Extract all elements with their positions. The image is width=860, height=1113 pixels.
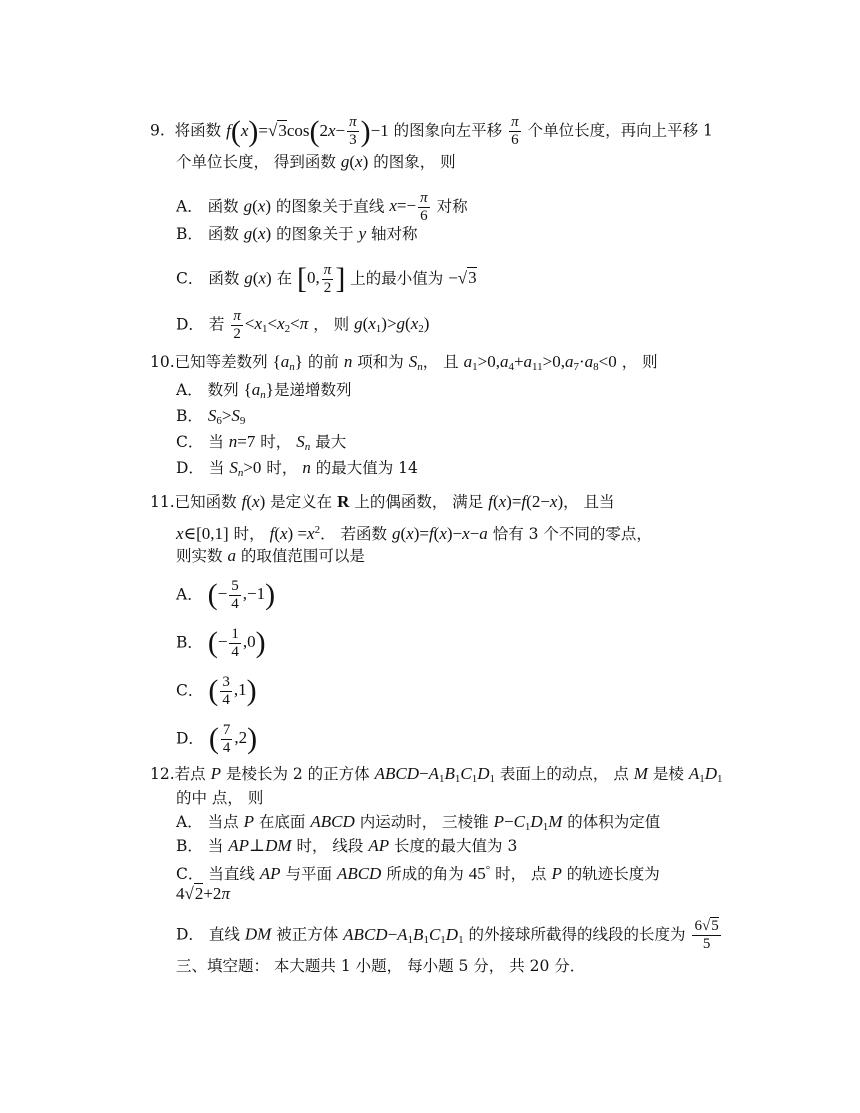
option-math: ( $\frac{3}{4}$ ,1) <box>208 674 257 708</box>
q12-number: 12. <box>150 765 175 783</box>
option-text: 当点 <box>207 813 239 831</box>
q12-stem-1: 若点 <box>174 765 206 783</box>
option-label: D． <box>176 315 204 334</box>
option-math: g(x) <box>244 268 272 288</box>
q12-edge: $A_1D_1$ <box>688 764 723 785</box>
option-label: B． <box>176 633 203 652</box>
q10-stem-3: 项和为 <box>357 353 404 371</box>
q9-function: f(x)=√3cos(2x− $\frac{\pi}{3}$ )−1 <box>226 114 389 149</box>
option-text: 当 <box>208 433 224 451</box>
option-label: C． <box>176 865 204 883</box>
q12-stem-4: 是棱 <box>652 765 684 783</box>
q10-stem-5: ， 则 <box>621 353 658 371</box>
option-text: 轴对称 <box>371 225 418 243</box>
option-label: D． <box>176 729 204 748</box>
q12-option-c-cont <box>176 884 230 904</box>
option-math: y <box>358 224 367 243</box>
q9-shift: $\frac{\pi}{6}$ <box>511 114 519 148</box>
option-math: $\frac{6√5}{5}$ <box>694 918 719 952</box>
option-text: 时， 点 <box>495 865 547 883</box>
option-text: 的图象关于 <box>276 225 354 243</box>
option-math: $S_n$ <box>296 432 311 453</box>
option-label: B． <box>176 225 203 243</box>
q11-stem-9: 的取值范围可以是 <box>240 547 365 565</box>
option-label: C． <box>176 269 204 288</box>
option-math: −√3 <box>448 268 477 288</box>
q10-option-a <box>176 380 351 405</box>
option-label: B． <box>176 407 203 425</box>
q9-option-a <box>176 190 468 225</box>
q9-stem-3: 个单位长度，再向上平移 1 <box>527 121 713 140</box>
option-math: P <box>243 812 254 831</box>
option-math: g(x) <box>243 196 271 216</box>
option-label: D． <box>176 459 204 477</box>
option-math: ABCD <box>336 864 382 883</box>
option-text: ， 则 <box>313 315 350 334</box>
q11-stem-4: ， 且当 <box>563 493 615 511</box>
option-text: 的体积为定值 <box>567 813 661 831</box>
q11-option-a <box>176 578 275 613</box>
q12-M: M <box>633 764 648 783</box>
q9-option-d <box>176 308 429 343</box>
q9-option-c <box>176 262 477 297</box>
option-math: 45° <box>468 864 491 883</box>
option-text: 最大 <box>315 433 347 451</box>
q11-sym: f(x)=f(2−x) <box>488 492 564 511</box>
option-text: 在 <box>276 269 293 288</box>
option-text: 内运动时， 三棱锥 <box>359 813 489 831</box>
option-text: 的轨迹长度为 <box>566 865 660 883</box>
q12-stem-3: 表面上的动点， 点 <box>499 765 629 783</box>
q11-line-1 <box>150 492 615 512</box>
q11-stem-8: 则实数 <box>176 547 223 565</box>
q11-stem-1: 已知函数 <box>174 493 237 511</box>
option-math: $ABCD-A_1B_1C_1D_1$ <box>343 924 464 946</box>
option-math: (− $\frac{1}{4}$ ,0) <box>207 626 266 660</box>
option-text: 当 <box>208 459 225 477</box>
option-text: 的图象关于直线 <box>275 197 385 216</box>
q12-line-2 <box>176 788 263 808</box>
q11-gdef: g(x)=f(x)−x−a <box>391 524 488 543</box>
option-label: A． <box>176 197 203 216</box>
q11-option-b <box>176 626 266 661</box>
option-text: 函数 <box>207 197 239 216</box>
q12-stem-2: 是棱长为 2 的正方体 <box>225 765 370 783</box>
option-math: AP⊥DM <box>228 836 292 855</box>
option-math: (− $\frac{5}{4}$ ,−1) <box>207 578 276 612</box>
option-math: AP <box>259 864 281 883</box>
option-text: 时， <box>260 433 292 451</box>
option-math: ABCD <box>310 812 355 831</box>
q9-stem-1: 将函数 <box>174 121 222 140</box>
option-text: 数列 <box>207 381 239 399</box>
option-math: $\frac{\pi}{2}$ $<x_1<x_2<\pi$ <box>233 308 309 342</box>
q9-line-1 <box>150 114 713 149</box>
option-math: $\{a_n\}$ <box>243 380 274 401</box>
q9-option-b <box>176 224 418 244</box>
q11-stem-2: 是定义在 <box>270 493 333 511</box>
q10-stem <box>150 352 658 377</box>
q10-option-c <box>176 432 346 457</box>
q12-option-a <box>176 812 660 837</box>
q11-line-3 <box>176 546 365 566</box>
q12-P: P <box>210 764 221 783</box>
q11-number: 11. <box>150 493 175 511</box>
section-title: 三、填空题： 本大题共 1 小题， 每小题 5 分， 共 20 分． <box>176 957 586 975</box>
option-text: 对称 <box>436 197 468 216</box>
option-math: g(x) <box>243 224 272 243</box>
q11-stem-6: ． 若函数 <box>320 525 388 543</box>
option-label: A． <box>176 381 203 399</box>
q11-option-c <box>176 674 257 709</box>
option-math: 4√2+2π <box>176 884 230 903</box>
option-label: C． <box>176 681 204 700</box>
q12-stem-5: 的中 点， 则 <box>176 789 264 807</box>
q12-option-b <box>176 836 517 856</box>
q9-stem-4: 个单位长度， 得到函数 <box>176 153 336 171</box>
q11-f: f(x) <box>241 492 266 511</box>
option-text: 的最大值为 14 <box>315 459 418 477</box>
q10-stem-2: 的前 <box>307 353 339 371</box>
option-math: ( $\frac{7}{4}$ ,2) <box>208 722 258 756</box>
option-text: 是递增数列 <box>273 381 352 399</box>
section-header <box>176 956 585 976</box>
option-text: 的外接球所截得的线段的长度为 <box>468 925 686 944</box>
option-math: n=7 <box>228 432 256 451</box>
option-math: P <box>551 864 562 883</box>
q9-stem-2: 的图象向左平移 <box>393 121 503 140</box>
q11-option-d <box>176 722 257 757</box>
option-math: $S_6>S_9$ <box>207 406 246 427</box>
q11-R: R <box>337 492 350 511</box>
q9-number: 9. <box>150 121 165 140</box>
q9-stem-5: 的图象， 则 <box>373 153 456 171</box>
option-text: 上的最小值为 <box>350 269 444 288</box>
q12-line-1 <box>150 764 723 789</box>
option-text: 时， 线段 <box>296 837 364 855</box>
option-text: 与平面 <box>285 865 332 883</box>
q11-def: $f(x) =x^2$ <box>269 524 321 543</box>
option-label: D． <box>176 925 204 944</box>
q9-line-2 <box>176 152 456 172</box>
option-math: $g(x_1)>g(x_2)$ <box>354 314 430 336</box>
option-math: $S_n>0$ <box>229 458 262 479</box>
option-math: x=− $\frac{\pi}{6}$ <box>389 190 428 224</box>
option-text: 所成的角为 <box>386 865 464 883</box>
option-label: C． <box>176 433 204 451</box>
q11-stem-5: 时， <box>233 525 265 543</box>
option-math: AP <box>368 836 390 855</box>
q10-stem-1: 已知等差数列 <box>174 353 268 371</box>
option-text: 当 <box>207 837 224 855</box>
q9-g: g(x) <box>340 152 369 171</box>
q10-cond: $a_1>0,a_4+a_{11}>0,a_7\cdot a_8<0$ <box>463 352 617 373</box>
q10-stem-4: ， 且 <box>422 353 459 371</box>
option-text: 时， <box>266 459 298 477</box>
option-text: 当直线 <box>208 865 255 883</box>
q11-stem-3: 上的偶函数， 满足 <box>354 493 484 511</box>
q11-stem-7: 恰有 3 个不同的零点， <box>492 525 652 543</box>
q12-option-c <box>176 860 660 884</box>
q12-option-d <box>176 918 723 953</box>
q10-option-b <box>176 406 245 431</box>
option-math: $P-C_1D_1M$ <box>493 812 563 833</box>
option-text: 若 <box>208 315 225 334</box>
q11-a: a <box>227 546 236 565</box>
option-label: A． <box>176 813 203 831</box>
option-label: B． <box>176 837 203 855</box>
q10-number: 10. <box>150 353 175 371</box>
option-math: [0, $\frac{\pi}{2}$ ] <box>297 262 346 296</box>
option-label: A． <box>176 585 203 604</box>
option-text: 长度的最大值为 3 <box>394 837 518 855</box>
option-math: DM <box>244 924 272 944</box>
option-text: 被正方体 <box>276 925 339 944</box>
q10-n: n <box>343 352 353 371</box>
option-text: 函数 <box>208 269 240 288</box>
q11-domain: x∈[0,1] <box>176 524 229 543</box>
option-text: 直线 <box>208 925 240 944</box>
q10-seq: $\{a_n\}$ <box>272 352 303 373</box>
q12-cube: $ABCD-A_1B_1C_1D_1$ <box>374 764 495 785</box>
q10-sn: $S_n$ <box>408 352 423 373</box>
q10-option-d <box>176 458 418 483</box>
option-text: 函数 <box>207 225 239 243</box>
option-text: 在底面 <box>258 813 306 831</box>
q11-line-2 <box>176 520 652 544</box>
option-math: n <box>302 458 311 477</box>
